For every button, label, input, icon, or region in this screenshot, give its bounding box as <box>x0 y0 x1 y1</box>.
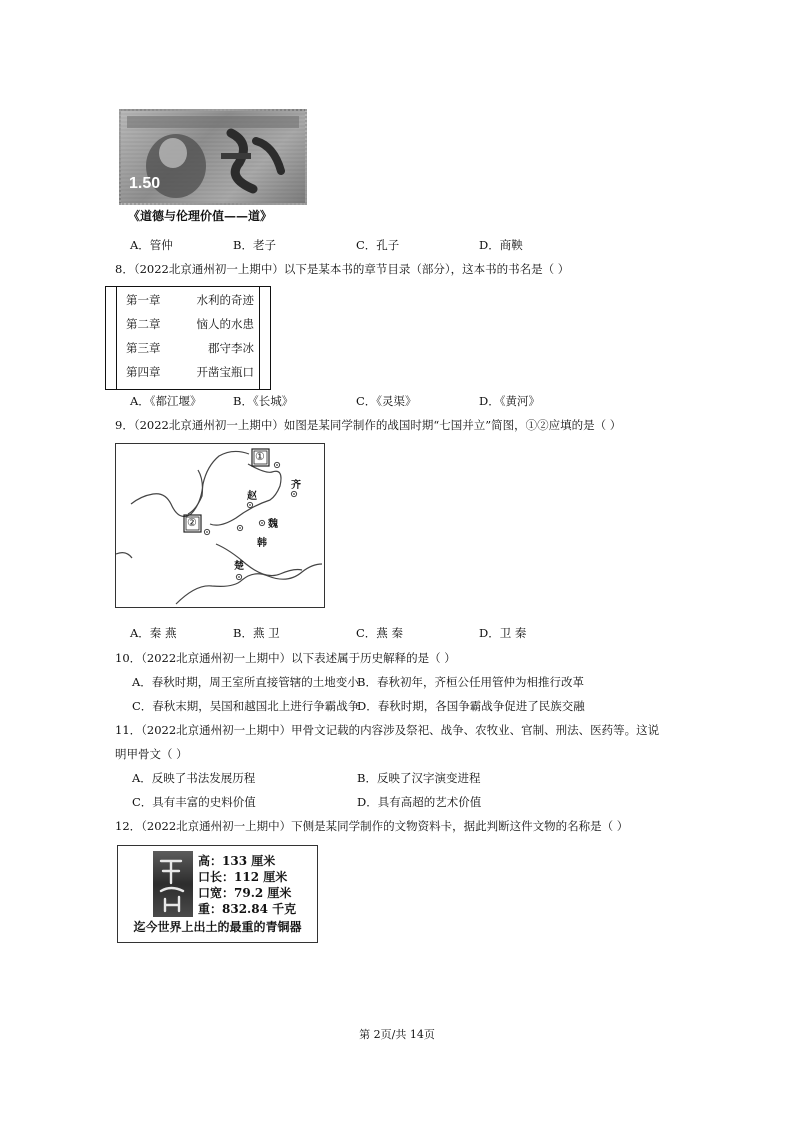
map-label-2: ② <box>187 516 197 529</box>
q9-option-b[interactable]: B．燕 卫 <box>233 626 280 640</box>
stamp-caption: 《道德与伦理价值——道》 <box>128 209 273 223</box>
toc-chapter: 第四章 <box>126 365 161 379</box>
q9-stem: 9．（2022北京通州初一上期中）如图是某同学制作的战国时期“七国并立”简图，①②应填的是（ ） <box>115 418 622 432</box>
toc-chapter: 第三章 <box>126 341 161 355</box>
q8-option-a[interactable]: A．《都江堰》 <box>130 394 202 408</box>
q11-option-c[interactable]: C．具有丰富的史料价值 <box>132 795 256 809</box>
map-label-han: 韩 <box>257 538 267 549</box>
q10-option-c[interactable]: C．春秋末期，吴国和越国北上进行争霸战争 <box>132 699 360 713</box>
map-label-chu: 楚 <box>234 561 244 572</box>
map-label-qi: 齐 <box>291 480 301 491</box>
q11-option-d[interactable]: D．具有高超的艺术价值 <box>357 795 482 809</box>
q11-option-b[interactable]: B．反映了汉字演变进程 <box>357 771 481 785</box>
q9-option-a[interactable]: A．秦 燕 <box>130 626 177 640</box>
table-of-contents <box>105 286 271 390</box>
q8-stem: 8．（2022北京通州初一上期中）以下是某本书的章节目录（部分），这本书的书名是（ ） <box>115 262 570 276</box>
map-label-zhao: 赵 <box>247 491 257 502</box>
q12-stem: 12．（2022北京通州初一上期中）下侧是某同学制作的文物资料卡，据此判断这件文物的名称是（ ） <box>115 819 629 833</box>
q8-option-b[interactable]: B．《长城》 <box>233 394 294 408</box>
card-footer: 迄今世界上出土的最重的青铜器 <box>133 920 302 934</box>
q7-option-d[interactable]: D．商鞅 <box>479 238 523 252</box>
q7-option-b[interactable]: B．老子 <box>233 238 276 252</box>
q8-option-c[interactable]: C．《灵渠》 <box>356 394 417 408</box>
toc-title: 开凿宝瓶口 <box>196 365 254 379</box>
map-label-wei: 魏 <box>268 519 278 530</box>
artifact-card <box>117 845 318 943</box>
q10-stem: 10．（2022北京通州初一上期中）以下表述属于历史解释的是（ ） <box>115 651 456 665</box>
warring-states-map <box>115 443 325 608</box>
card-height: 高：133 厘米 <box>198 854 276 868</box>
map-label-1: ① <box>255 450 265 463</box>
page-number: 第 2页/共 14页 <box>359 1028 435 1041</box>
q11-stem-line2: 明甲骨文（ ） <box>115 747 188 761</box>
toc-chapter: 第一章 <box>126 293 161 307</box>
card-length: 口长：112 厘米 <box>198 870 288 884</box>
q9-option-d[interactable]: D．卫 秦 <box>479 626 527 640</box>
q10-option-a[interactable]: A．春秋时期，周王室所直接管辖的土地变小 <box>132 675 359 689</box>
toc-title: 水利的奇迹 <box>196 293 254 307</box>
toc-title: 恼人的水患 <box>196 317 254 331</box>
stamp-value: 1.50 <box>129 175 161 192</box>
stamp-image <box>119 109 307 205</box>
inscription-rubbing <box>153 851 193 917</box>
q9-option-c[interactable]: C．燕 秦 <box>356 626 403 640</box>
toc-title: 郡守李冰 <box>208 341 254 355</box>
q11-option-a[interactable]: A．反映了书法发展历程 <box>132 771 256 785</box>
q10-option-d[interactable]: D．春秋时期，各国争霸战争促进了民族交融 <box>357 699 585 713</box>
q7-option-a[interactable]: A．管仲 <box>130 238 173 252</box>
toc-chapter: 第二章 <box>126 317 161 331</box>
q7-option-c[interactable]: C．孔子 <box>356 238 400 252</box>
q8-option-d[interactable]: D．《黄河》 <box>479 394 540 408</box>
card-width: 口宽：79.2 厘米 <box>198 886 292 900</box>
q10-option-b[interactable]: B．春秋初年，齐桓公任用管仲为相推行改革 <box>357 675 584 689</box>
card-weight: 重：832.84 千克 <box>198 902 297 916</box>
q11-stem-line1: 11．（2022北京通州初一上期中）甲骨文记载的内容涉及祭祀、战争、农牧业、官制、刑法、医药等。这说 <box>115 723 660 737</box>
